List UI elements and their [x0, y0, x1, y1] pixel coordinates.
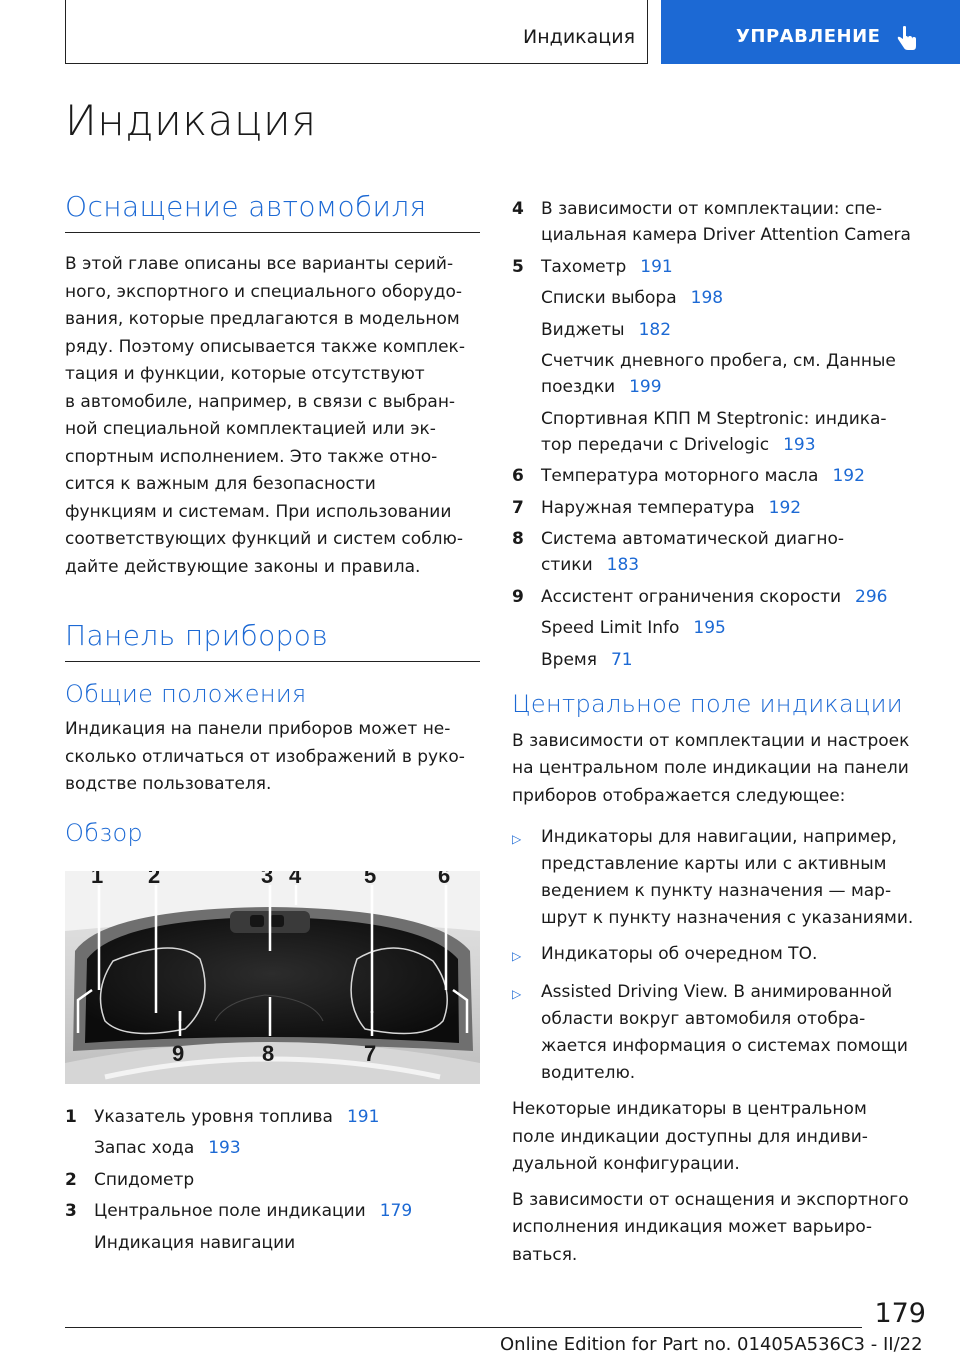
paragraph-variation: В зависимости от оснащения и экспортного исполнения индикация может варьиро- ваться.: [512, 1189, 909, 1265]
list-item: 1 Указатель уровня топлива 191: [65, 1106, 380, 1127]
page-ref-link[interactable]: 182: [638, 319, 672, 340]
page-ref-link[interactable]: 195: [693, 618, 726, 638]
page-ref-link[interactable]: 192: [768, 497, 802, 518]
page-ref-link[interactable]: 199: [629, 377, 662, 397]
page-ref-link[interactable]: 183: [606, 555, 640, 575]
list-item: Время 71: [541, 649, 633, 670]
instrument-cluster-image: [65, 871, 480, 1084]
bullet-item: ▷ Индикаторы об очередном ТО.: [512, 941, 932, 970]
heading-equipment: Оснащение автомобиля: [65, 190, 480, 233]
callout-9: 9: [172, 1040, 185, 1066]
page-title: Индикация: [65, 96, 317, 145]
page-ref-link[interactable]: 296: [855, 586, 888, 607]
callout-7: 7: [364, 1040, 377, 1066]
list-item: 4 В зависимости от комплектации: спе- циальная камера Driver Attention Camera: [512, 199, 911, 245]
header-crumb: Индикация: [523, 26, 635, 48]
heading-instrument-panel: Панель приборов: [65, 619, 480, 662]
list-item: Speed Limit Info 195: [541, 618, 726, 638]
section-tab-label: УПРАВЛЕНИЕ: [736, 26, 881, 47]
page-ref-link[interactable]: 193: [783, 434, 816, 455]
triangle-bullet-icon: ▷: [512, 987, 522, 1001]
page-ref-link[interactable]: 198: [690, 288, 724, 308]
paragraph-individual-config: Некоторые индикаторы в центральном поле индикации доступны для индиви- дуальной конфигурации.: [512, 1099, 868, 1174]
list-item: Счетчик дневного пробега, см. Данные поездки 199: [541, 351, 896, 397]
callout-8: 8: [262, 1040, 275, 1066]
list-item: 8 Система автоматической диагно- стики 183: [512, 529, 844, 575]
list-item: 6 Температура моторного масла 192: [512, 466, 865, 486]
list-item: 2 Спидометр: [65, 1169, 195, 1190]
bullet-item: ▷ Индикаторы для навигации, например, представление карты или с активным ведением к пункту назначения — мар- шрут к пункту назначения с указаниями.: [512, 824, 932, 932]
list-item: 5 Тахометр 191: [512, 256, 673, 277]
section-tab[interactable]: [661, 0, 960, 64]
list-item: Списки выбора 198: [541, 288, 724, 308]
touch-hand-icon: [896, 26, 918, 52]
page-ref-link[interactable]: 71: [610, 649, 633, 670]
callout-2: 2: [148, 870, 161, 888]
page-ref-link[interactable]: 191: [346, 1106, 380, 1127]
legend-list-right: [512, 196, 932, 673]
list-item: Виджеты 182: [541, 319, 672, 340]
footer-edition: Online Edition for Part no. 01405A536C3 - II/22: [500, 1334, 923, 1355]
paragraph-general: Индикация на панели приборов может не- сколько отличаться от изображений в руко- водстве пользователя.: [65, 719, 465, 794]
page-ref-link[interactable]: 192: [832, 466, 865, 486]
page-ref-link[interactable]: 191: [640, 256, 673, 277]
heading-central-display: Центральное поле индикации: [512, 689, 903, 718]
page-ref-link[interactable]: 193: [208, 1138, 241, 1158]
list-item: 3 Центральное поле индикации 179: [65, 1201, 413, 1221]
heading-overview: Обзор: [65, 818, 143, 847]
right-column: [512, 196, 932, 1277]
list-item: Запас хода 193: [94, 1138, 241, 1158]
triangle-bullet-icon: ▷: [512, 832, 522, 846]
left-column: [65, 190, 480, 1261]
callout-1: 1: [91, 870, 104, 888]
callout-6: 6: [438, 870, 451, 888]
heading-general: Общие положения: [65, 680, 307, 708]
bullet-item: ▷ Assisted Driving View. В анимированной области вокруг автомобиля отобра- жается информация о системах помощи водителю.: [512, 979, 932, 1087]
list-item: Индикация навигации: [94, 1232, 296, 1253]
legend-list-left: [65, 1104, 480, 1256]
header-crumb-box: [65, 0, 648, 64]
page-ref-link[interactable]: 179: [379, 1201, 413, 1221]
callout-4: 4: [289, 870, 302, 888]
list-item: Спортивная КПП M Steptronic: индика- тор передачи с Drivelogic 193: [541, 408, 887, 455]
callout-3: 3: [261, 870, 274, 888]
footer-divider: [65, 1327, 862, 1328]
list-item: 9 Ассистент ограничения скорости 296: [512, 586, 888, 607]
paragraph-equipment: В этой главе описаны все варианты серий- ного, экспортного и специального оборудо- вания, которые предлагаются в модельном ряду. Поэтому описывается также комплек- тация и функции, которые отсутствуют в автомобиле, например, в связи с выбран- ной специальной комплектацией или эк- спортным исполнением. Это также отно- сится к важным для безопасности функциям и системам. При использовании соответствующих функций и систем соблю- дайте действующие законы и правила.: [65, 254, 465, 577]
list-item: 7 Наружная температура 192: [512, 497, 802, 518]
triangle-bullet-icon: ▷: [512, 949, 522, 963]
paragraph-central-display: В зависимости от комплектации и настроек на центральном поле индикации на панели приборов отображается следующее:: [512, 730, 910, 806]
page-number: 179: [874, 1298, 926, 1329]
callout-5: 5: [364, 870, 377, 888]
